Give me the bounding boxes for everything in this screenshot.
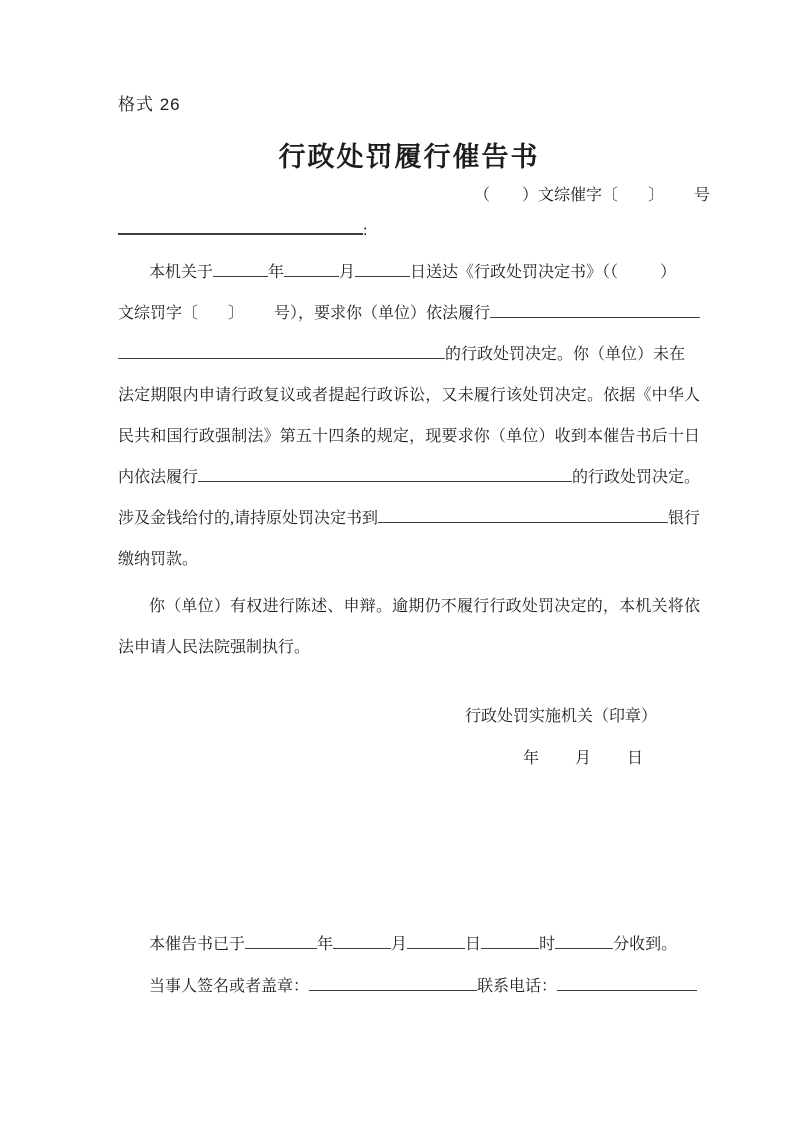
signature-block — [118, 696, 700, 780]
text-segment: 月 — [391, 936, 408, 953]
text-segment: 法申请人民法院强制执行。 — [118, 639, 311, 656]
text-segment: 的行政处罚决定。 — [571, 469, 700, 486]
form-line — [118, 416, 700, 457]
blank-field[interactable] — [407, 932, 465, 949]
blank-field[interactable] — [118, 342, 445, 359]
text-segment: 号 — [693, 187, 710, 204]
text-segment: 本机关于 — [149, 264, 214, 281]
text-segment: 分收到。 — [613, 936, 678, 953]
format-label: 格式 26 — [118, 95, 181, 114]
blank-field[interactable] — [245, 932, 317, 949]
form-line — [118, 738, 700, 780]
document-title: 行政处罚履行催告书 — [278, 142, 540, 172]
text-segment: 涉及金钱给付的,请持原处罚决定书到 — [118, 510, 379, 527]
blank-field[interactable] — [333, 932, 391, 949]
blank-field[interactable] — [555, 932, 613, 949]
text-segment: 联系电话： — [477, 978, 558, 995]
form-line — [118, 586, 700, 627]
text-segment: 时 — [539, 936, 556, 953]
text-segment: : — [363, 222, 368, 239]
form-line — [118, 184, 710, 208]
form-line — [118, 216, 700, 246]
blank-field[interactable] — [284, 260, 339, 277]
receipt-section — [118, 924, 700, 1008]
form-line — [118, 252, 700, 293]
blank-field[interactable] — [118, 217, 363, 235]
text-segment: 日 — [465, 936, 482, 953]
text-segment: 年 — [522, 750, 539, 767]
text-segment: 当事人签名或者盖章： — [149, 978, 310, 995]
text-segment: 月 — [339, 264, 356, 281]
text-segment: 〕 — [647, 187, 664, 204]
blank-field[interactable] — [198, 465, 572, 482]
body-paragraph-1 — [118, 252, 700, 580]
text-segment: 日 — [626, 750, 643, 767]
form-line — [118, 498, 700, 539]
blank-field[interactable] — [378, 506, 668, 523]
body-paragraph-2 — [118, 586, 700, 668]
form-line — [118, 457, 700, 498]
form-line — [118, 375, 700, 416]
text-segment: 年 — [268, 264, 285, 281]
blank-field[interactable] — [213, 260, 268, 277]
form-line — [118, 966, 700, 1008]
addressee-line — [118, 216, 700, 246]
text-segment: 〕 — [228, 305, 245, 322]
blank-field[interactable] — [481, 932, 539, 949]
text-segment: 银行 — [667, 510, 700, 527]
form-line — [118, 627, 700, 668]
blank-field[interactable] — [490, 301, 700, 318]
text-segment: 民共和国行政强制法》第五十四条的规定，现要求你（单位）收到本催告书后十日 — [118, 428, 700, 445]
text-segment: ） — [660, 264, 677, 281]
form-line — [118, 696, 700, 738]
text-segment: （ — [473, 187, 490, 204]
blank-field[interactable] — [557, 974, 697, 991]
text-segment: 你（单位）有权进行陈述、申辩。逾期仍不履行行政处罚决定的，本机关将依 — [149, 598, 700, 615]
blank-field[interactable] — [355, 260, 410, 277]
document-content — [0, 94, 793, 780]
text-segment: 月 — [574, 750, 591, 767]
text-segment: 内依法履行 — [118, 469, 199, 486]
form-line — [118, 334, 700, 375]
blank-field[interactable] — [309, 974, 477, 991]
text-segment: 号），要求你（单位）依法履行 — [274, 305, 491, 322]
text-segment: 文综罚字〔 — [118, 305, 199, 322]
text-segment: 的行政处罚决定。你（单位）未在 — [445, 346, 686, 363]
form-line — [118, 539, 700, 580]
text-segment: 缴纳罚款。 — [118, 551, 199, 568]
text-segment: 年 — [317, 936, 334, 953]
text-segment: 日送达《行政处罚决定书》（（ — [410, 264, 619, 281]
text-segment: ）文综催字〔 — [521, 187, 618, 204]
doc-number-line — [118, 184, 710, 208]
form-line — [118, 924, 700, 966]
text-segment: 法定期限内申请行政复议或者提起行政诉讼，又未履行该处罚决定。依据《中华人 — [118, 387, 700, 404]
text-segment: 本催告书已于 — [149, 936, 246, 953]
form-line — [118, 293, 700, 334]
text-segment: 行政处罚实施机关（印章） — [464, 708, 657, 725]
